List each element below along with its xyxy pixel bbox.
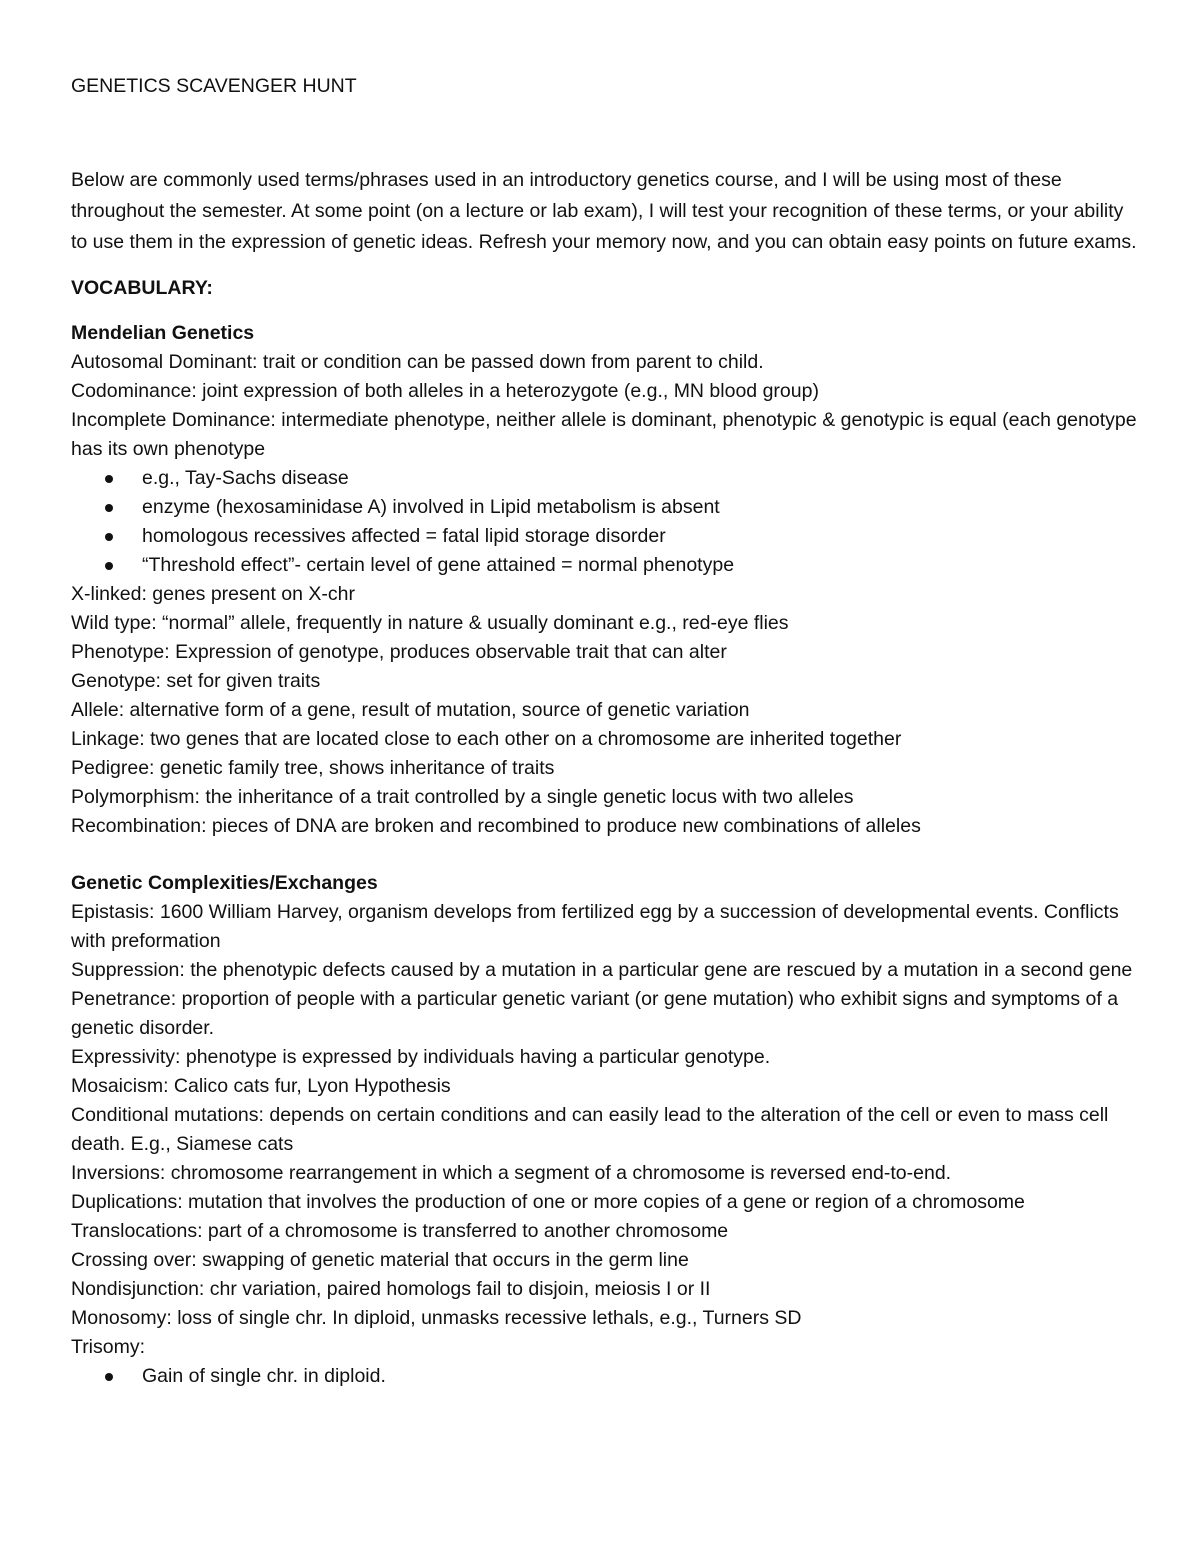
term-penetrance: Penetrance: proportion of people with a particular genetic variant (or gene mutation) who exhibit signs and symptoms of a genetic disorder.	[71, 988, 1119, 1039]
document-title: GENETICS SCAVENGER HUNT	[71, 75, 357, 97]
bullet-item	[71, 464, 1140, 493]
term-suppression: Suppression: the phenotypic defects caused by a mutation in a particular gene are rescued by a mutation in a second gene	[71, 959, 1133, 981]
section-mendelian-genetics	[71, 319, 1140, 841]
bullet-list	[71, 464, 1140, 580]
bullet-text: “Threshold effect”- certain level of gene attained = normal phenotype	[142, 554, 735, 576]
term-translocations: Translocations: part of a chromosome is transferred to another chromosome	[71, 1220, 729, 1242]
bullet-icon	[105, 504, 113, 512]
term-nondisjunction: Nondisjunction: chr variation, paired homologs fail to disjoin, meiosis I or II	[71, 1278, 711, 1300]
term-pedigree: Pedigree: genetic family tree, shows inheritance of traits	[71, 757, 555, 779]
section-heading: Genetic Complexities/Exchanges	[71, 872, 378, 894]
term-monosomy: Monosomy: loss of single chr. In diploid, unmasks recessive lethals, e.g., Turners SD	[71, 1307, 802, 1329]
term-codominance: Codominance: joint expression of both alleles in a heterozygote (e.g., MN blood group)	[71, 380, 819, 402]
term-mosaicism: Mosaicism: Calico cats fur, Lyon Hypothesis	[71, 1075, 451, 1097]
term-crossing-over: Crossing over: swapping of genetic material that occurs in the germ line	[71, 1249, 689, 1271]
term-incomplete-dominance: Incomplete Dominance: intermediate phenotype, neither allele is dominant, phenotypic & genotypic is equal (each genotype has its own phenotype	[71, 409, 1137, 460]
term-linkage: Linkage: two genes that are located close to each other on a chromosome are inherited together	[71, 728, 902, 750]
term-phenotype: Phenotype: Expression of genotype, produces observable trait that can alter	[71, 641, 727, 663]
bullet-item	[71, 493, 1140, 522]
term-x-linked: X-linked: genes present on X-chr	[71, 583, 355, 605]
term-recombination: Recombination: pieces of DNA are broken and recombined to produce new combinations of alleles	[71, 815, 921, 837]
term-duplications: Duplications: mutation that involves the production of one or more copies of a gene or region of a chromosome	[71, 1191, 1025, 1213]
term-inversions: Inversions: chromosome rearrangement in which a segment of a chromosome is reversed end-to-end.	[71, 1162, 952, 1184]
bullet-icon	[105, 533, 113, 541]
bullet-item	[71, 1362, 1140, 1391]
bullet-text: enzyme (hexosaminidase A) involved in Lipid metabolism is absent	[142, 496, 720, 518]
term-polymorphism: Polymorphism: the inheritance of a trait controlled by a single genetic locus with two alleles	[71, 786, 854, 808]
bullet-icon	[105, 562, 113, 570]
intro-paragraph: Below are commonly used terms/phrases used in an introductory genetics course, and I will be using most of these throughout the semester. At some point (on a lecture or lab exam), I will test your recognition of these terms, or your ability to use them in the expression of genetic ideas. Refresh your memory now, and you can obtain easy points on future exams.	[71, 169, 1137, 253]
term-trisomy: Trisomy:	[71, 1336, 146, 1358]
section-heading: Mendelian Genetics	[71, 322, 255, 344]
bullet-text: Gain of single chr. in diploid.	[142, 1365, 386, 1387]
bullet-icon	[105, 1373, 113, 1381]
vocabulary-heading: VOCABULARY:	[71, 277, 213, 299]
section-genetic-complexities	[71, 869, 1140, 1391]
bullet-item	[71, 522, 1140, 551]
term-expressivity: Expressivity: phenotype is expressed by individuals having a particular genotype.	[71, 1046, 771, 1068]
term-allele: Allele: alternative form of a gene, result of mutation, source of genetic variation	[71, 699, 750, 721]
term-conditional-mutations: Conditional mutations: depends on certain conditions and can easily lead to the alteration of the cell or even to mass cell death. E.g., Siamese cats	[71, 1104, 1109, 1155]
term-autosomal-dominant: Autosomal Dominant: trait or condition can be passed down from parent to child.	[71, 351, 764, 373]
bullet-item	[71, 551, 1140, 580]
bullet-text: homologous recessives affected = fatal lipid storage disorder	[142, 525, 666, 547]
term-genotype: Genotype: set for given traits	[71, 670, 321, 692]
bullet-list	[71, 1362, 1140, 1391]
bullet-text: e.g., Tay-Sachs disease	[142, 467, 349, 489]
term-wild-type: Wild type: “normal” allele, frequently in nature & usually dominant e.g., red-eye flies	[71, 612, 789, 634]
bullet-icon	[105, 475, 113, 483]
term-epistasis: Epistasis: 1600 William Harvey, organism develops from fertilized egg by a succession of developmental events. Conflicts with preformation	[71, 901, 1119, 952]
